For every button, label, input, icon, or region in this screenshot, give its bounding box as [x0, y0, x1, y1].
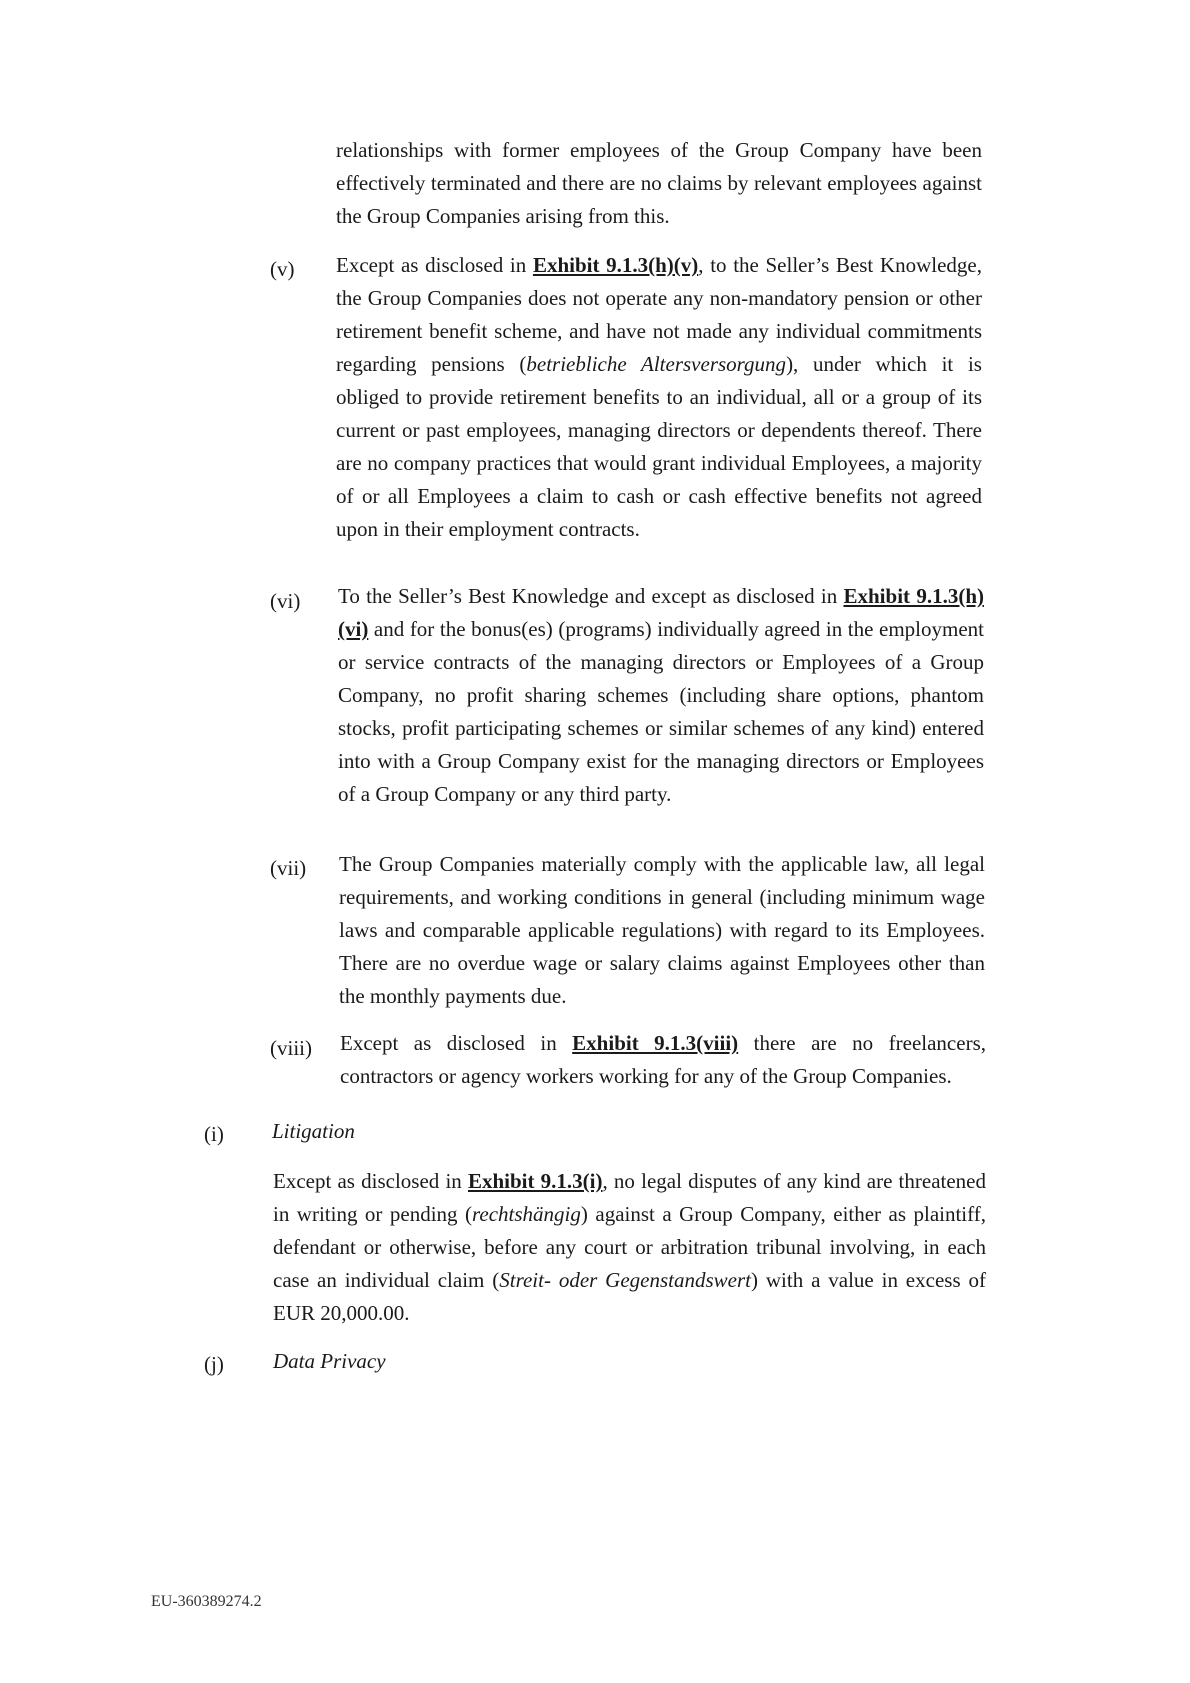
exhibit-link-9-1-3-viii: Exhibit 9.1.3(viii) [572, 1031, 739, 1055]
item-vi-paragraph [338, 580, 984, 811]
item-vii-paragraph [339, 848, 985, 1013]
intro-text: relationships with former employees of the Group Company have been effectively terminated and there are no claims by relevant employees against the Group Companies arising from this. [336, 138, 982, 228]
item-viii-text-b: there are no freelancers, contractors or agency workers working for any of the Group Companies. [340, 1031, 986, 1088]
section-i-heading: Litigation [272, 1119, 355, 1143]
item-vi-text-a: To the Seller’s Best Knowledge and except as disclosed in [338, 584, 844, 608]
item-viii-label: (viii) [270, 1036, 312, 1060]
section-i-text-b: , no legal disputes of any kind are threatened in writing or pending ( [273, 1169, 987, 1226]
item-v-text-a: Except as disclosed in [336, 253, 533, 277]
item-v-label: (v) [270, 257, 295, 281]
item-viii-paragraph [340, 1027, 986, 1093]
exhibit-link-9-1-3-h-vi: Exhibit 9.1.3(h)(vi) [338, 584, 984, 641]
section-i-text-c: ) against a Group Company, either as plaintiff, defendant or otherwise, before any court or arbitration tribunal involving, in each case an individual claim ( [273, 1202, 986, 1292]
item-v-text-c: ), under which it is obliged to provide retirement benefits to an individual, all or a group of its current or past employees, managing directors or dependents thereof. There are no company practices that would grant individual Employees, a majority of or all Employees a claim to cash or cash effective benefits not agreed upon in their employment contracts. [336, 352, 982, 541]
item-vi-text-b: and for the bonus(es) (programs) individually agreed in the employment or service contracts of the managing directors or Employees of a Group Company, no profit sharing schemes (including share options, phantom stocks, profit participating schemes or similar schemes of any kind) entered into with a Group Company exist for the managing directors or Employees of a Group Company or any third party. [338, 617, 984, 806]
item-vii-label: (vii) [270, 856, 307, 880]
exhibit-link-9-1-3-i: Exhibit 9.1.3(i) [467, 1169, 603, 1193]
item-v-term: betriebliche Altersversorgung [526, 352, 787, 376]
item-viii-text-a: Except as disclosed in [340, 1031, 573, 1055]
item-vii-text: The Group Companies materially comply with the applicable law, all legal requirements, and working conditions in general (including minimum wage laws and comparable applicable regulations) with regard to its Employees. There are no overdue wage or salary claims against Employees other than the monthly payments due. [339, 852, 985, 1008]
item-vi-label: (vi) [270, 589, 301, 613]
item-v-paragraph [336, 249, 982, 546]
section-i-term-2: Streit- oder Gegenstandswert [499, 1268, 751, 1292]
section-i-term-1: rechtshängig [472, 1202, 581, 1226]
section-i-text-a: Except as disclosed in [273, 1169, 468, 1193]
document-id-footer: EU-360389274.2 [151, 1593, 262, 1610]
section-i-paragraph [273, 1165, 986, 1330]
item-v-text-b: , to the Seller’s Best Knowledge, the Group Companies does not operate any non-mandatory pension or other retirement benefit scheme, and have not made any individual commitments regarding pensions ( [336, 253, 982, 376]
section-j-heading: Data Privacy [273, 1349, 386, 1373]
exhibit-link-9-1-3-h-v: Exhibit 9.1.3(h)(v) [532, 253, 699, 277]
section-i-text-d: ) with a value in excess of EUR 20,000.00. [273, 1268, 986, 1325]
section-j-label: (j) [204, 1352, 224, 1376]
section-i-label: (i) [204, 1122, 224, 1146]
intro-paragraph [336, 134, 982, 233]
